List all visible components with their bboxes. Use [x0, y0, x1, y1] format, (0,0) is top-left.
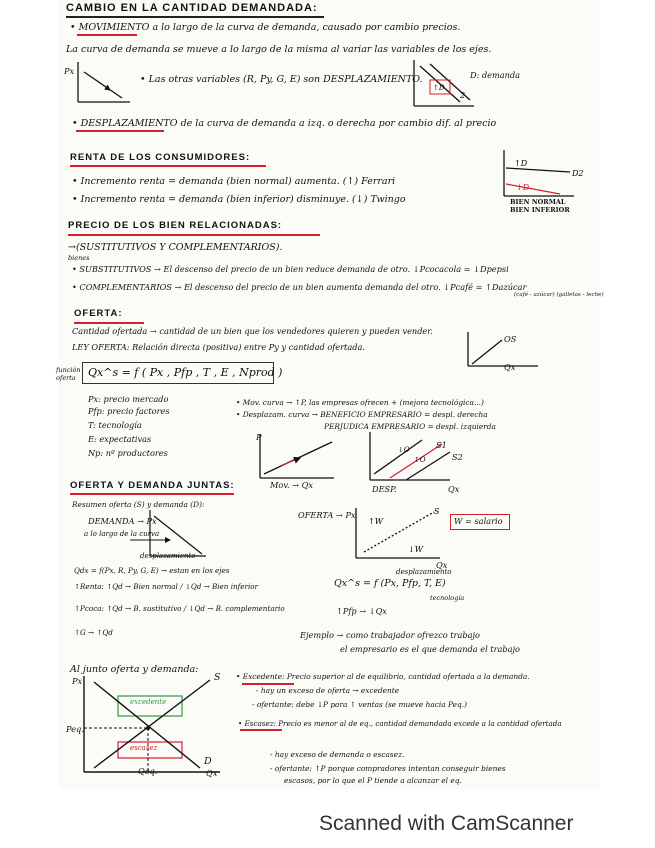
- oferta-trabajo-graph: [350, 506, 446, 564]
- escasez-line-1: • Escasez: Precio es menor al de eq., cantidad demandada excede a la cantidad ofertada: [238, 719, 562, 728]
- mov-graph-p: P: [256, 432, 262, 442]
- section-title-oferta-demanda: OFERTA Y DEMANDA JUNTAS:: [70, 480, 235, 491]
- svg-text:↓D: ↓D: [516, 183, 530, 192]
- salario-label: W = salario: [454, 516, 503, 526]
- escasez-line-3: - ofertante: ↑P porque compradores intentan conseguir bienes: [270, 764, 506, 773]
- eq-graph-escasez: escasez: [130, 744, 158, 752]
- demanda-label: DEMANDA → Px: [88, 516, 157, 526]
- oferta-rule-1: • Mov. curva → ↑P, las empresas ofrecen + (mejora tecnológica...): [236, 398, 484, 407]
- oferta-desplazamiento: desplazamiento: [396, 568, 452, 576]
- s2-line-1: • Incremento renta = demanda (bien normal) aumenta. (↑) Ferrari: [72, 176, 396, 187]
- qs-function: Qx^s = f (Px, Pfp, T, E): [334, 578, 446, 589]
- svg-text:↑W: ↑W: [368, 517, 383, 526]
- shift-graph: [408, 58, 478, 113]
- pcoca-rule: ↑Pcoca: ↑Qd → B. sustitutivo / ↓Qd → B. complementario: [74, 604, 285, 613]
- desp-graph-s2: S2: [452, 452, 463, 462]
- oferta-graph: [458, 330, 548, 370]
- svg-text:↓O: ↓O: [398, 446, 410, 454]
- ejemplo-line-1: Ejemplo → como trabajador ofrezco trabajo: [300, 630, 480, 640]
- renta-graph: [500, 148, 584, 200]
- title-underline: [70, 493, 234, 495]
- s3-line-2: • SUBSTITUTIVOS → El descenso del precio de un bien reduce demanda de otro. ↓Pcocacola = ↓Dpepsi: [72, 264, 509, 274]
- g-rule: ↑G → ↑Qd: [74, 628, 113, 637]
- var-t: T: tecnología: [88, 420, 142, 430]
- excedente-line-3: - ofertante: debe ↓P para ↑ ventas (se mueve hacia Peq.): [252, 700, 467, 709]
- svg-text:D2: D2: [572, 169, 584, 178]
- desp-oferta-graph: [362, 430, 458, 490]
- title-underline: [74, 322, 144, 324]
- section-title-renta: RENTA DE LOS CONSUMIDORES:: [70, 152, 251, 163]
- title-underline: [66, 16, 324, 18]
- escasez-line-4: escasos, por lo que el P tiende a alcanzar el eq.: [284, 776, 462, 785]
- s1-line-1: • MOVIMIENTO a lo largo de la curva de demanda, causado por cambio precios.: [70, 22, 461, 33]
- s1-line-4: • DESPLAZAMIENTO de la curva de demanda a izq. o derecha por cambio dif. al precio: [72, 118, 497, 129]
- underline-escasez: [240, 729, 282, 731]
- eq-graph-s: S: [214, 672, 221, 683]
- eq-graph-px: Px: [72, 676, 83, 686]
- eq-graph-qeq: Qeq.: [138, 766, 158, 776]
- ejemplo-line-2: el empresario es el que demanda el trabajo: [340, 644, 520, 654]
- section-title-cambio-cantidad: CAMBIO EN LA CANTIDAD DEMANDADA:: [66, 2, 318, 14]
- desp-graph-s1: S1: [436, 440, 447, 450]
- s3-line-1: →(SUSTITUTIVOS Y COMPLEMENTARIOS).: [68, 242, 283, 253]
- excedente-line-1: • Excedente: Precio superior al de equilibrio, cantidad ofertada a la demanda.: [236, 672, 530, 681]
- desp-graph-label: DESP.: [372, 484, 397, 494]
- svg-text:↓W: ↓W: [408, 545, 423, 554]
- var-e: E: expectativas: [88, 434, 152, 444]
- title-underline: [68, 234, 320, 236]
- section-title-junto: Al junto oferta y demanda:: [70, 664, 199, 675]
- funcion-oferta: Qx^s = f ( Px , Pfp , T , E , Nprod ): [88, 366, 283, 379]
- pfp-rule: ↑Pfp → ↓Qx: [336, 606, 387, 616]
- svg-text:↑D: ↑D: [514, 159, 528, 168]
- desplazamiento-label: desplazamiento: [140, 552, 196, 560]
- s3-example-pairs: (café - azúcar) (galletas - leche): [514, 292, 604, 298]
- s1-label-demanda: D: demanda: [470, 70, 521, 80]
- caption-bien-inferior: BIEN INFERIOR: [510, 206, 570, 214]
- s2-line-2: • Incremento renta = demanda (bien inferior) disminuye. (↓) Twingo: [72, 194, 406, 205]
- oferta-rule-2: • Desplazam. curva → BENEFICIO EMPRESARIO = despl. derecha: [236, 410, 488, 419]
- oferta-graph-qx: Qx: [504, 362, 516, 372]
- funcion-oferta-label: función oferta: [56, 366, 81, 382]
- var-np: Np: nº productores: [88, 448, 168, 458]
- s4-line-2: LEY OFERTA: Relación directa (positiva) entre Py y cantidad ofertada.: [72, 342, 365, 352]
- oferta-label: OFERTA → Px: [298, 510, 356, 520]
- s3-label-bienes: bienes: [68, 254, 90, 262]
- oferta-rule-3: PERJUDICA EMPRESARIO = despl. izquierda: [324, 422, 496, 431]
- var-pfp: Pfp: precio factores: [88, 406, 170, 416]
- eq-graph-qx: Qx: [206, 768, 218, 778]
- excedente-line-2: - hay un exceso de oferta → excedente: [256, 686, 400, 695]
- renta-rule: ↑Renta: ↑Qd → Bien normal / ↓Qd → Bien inferior: [74, 582, 259, 591]
- eq-graph-d: D: [204, 756, 212, 767]
- eq-graph-peq: Peq.: [66, 724, 84, 734]
- oferta-qx: Qx: [436, 560, 448, 570]
- section-title-precio-bienes: PRECIO DE LOS BIEN RELACIONADAS:: [68, 220, 283, 231]
- underline-excedente: [242, 683, 294, 685]
- tecnologia-label: tecnología: [430, 594, 465, 602]
- caption-bien-normal: BIEN NORMAL: [510, 198, 566, 206]
- g1-px-label: Px: [64, 66, 75, 76]
- mov-graph-q: Mov. → Qx: [270, 480, 313, 490]
- underline-desplazamiento: [76, 130, 164, 132]
- svg-text:↑D: ↑D: [433, 84, 445, 92]
- section-title-oferta: OFERTA:: [74, 308, 123, 319]
- s1-line-3: • Las otras variables (R, Py, G, E) son DESPLAZAMIENTO.: [140, 74, 423, 85]
- g1-label-2: 2: [460, 90, 466, 100]
- var-px: Px: precio mercado: [88, 394, 169, 404]
- resumen-line: Resumen oferta (S) y demanda (D):: [72, 500, 205, 509]
- a-lo-largo: a lo largo de la curva: [84, 530, 160, 538]
- desp-graph-qx: Qx: [448, 484, 460, 494]
- movement-graph: [68, 60, 138, 110]
- underline-movimiento: [77, 34, 137, 36]
- s1-line-2: La curva de demanda se mueve a lo largo de la misma al variar las variables de los ejes.: [66, 44, 492, 55]
- svg-text:S: S: [434, 507, 440, 516]
- s4-line-1: Cantidad ofertada → cantidad de un bien que los vendedores quieren y pueden vender.: [72, 326, 433, 336]
- s3-line-3: • COMPLEMENTARIOS → El descenso del precio de un bien aumenta demanda del otro. ↓Pcafé = ↑Dazúcar: [72, 282, 527, 292]
- title-underline: [70, 165, 266, 167]
- qd-function: Qdx = f(Px, R, Py, G, E) → estan en los ejes: [74, 566, 230, 575]
- oferta-graph-os: OS: [504, 334, 517, 344]
- eq-graph-excedente: excedente: [130, 698, 167, 706]
- camscanner-watermark: Scanned with CamScanner: [319, 812, 574, 835]
- svg-text:↑O: ↑O: [414, 456, 426, 464]
- escasez-line-2: - hay exceso de demanda o escasez.: [270, 750, 405, 759]
